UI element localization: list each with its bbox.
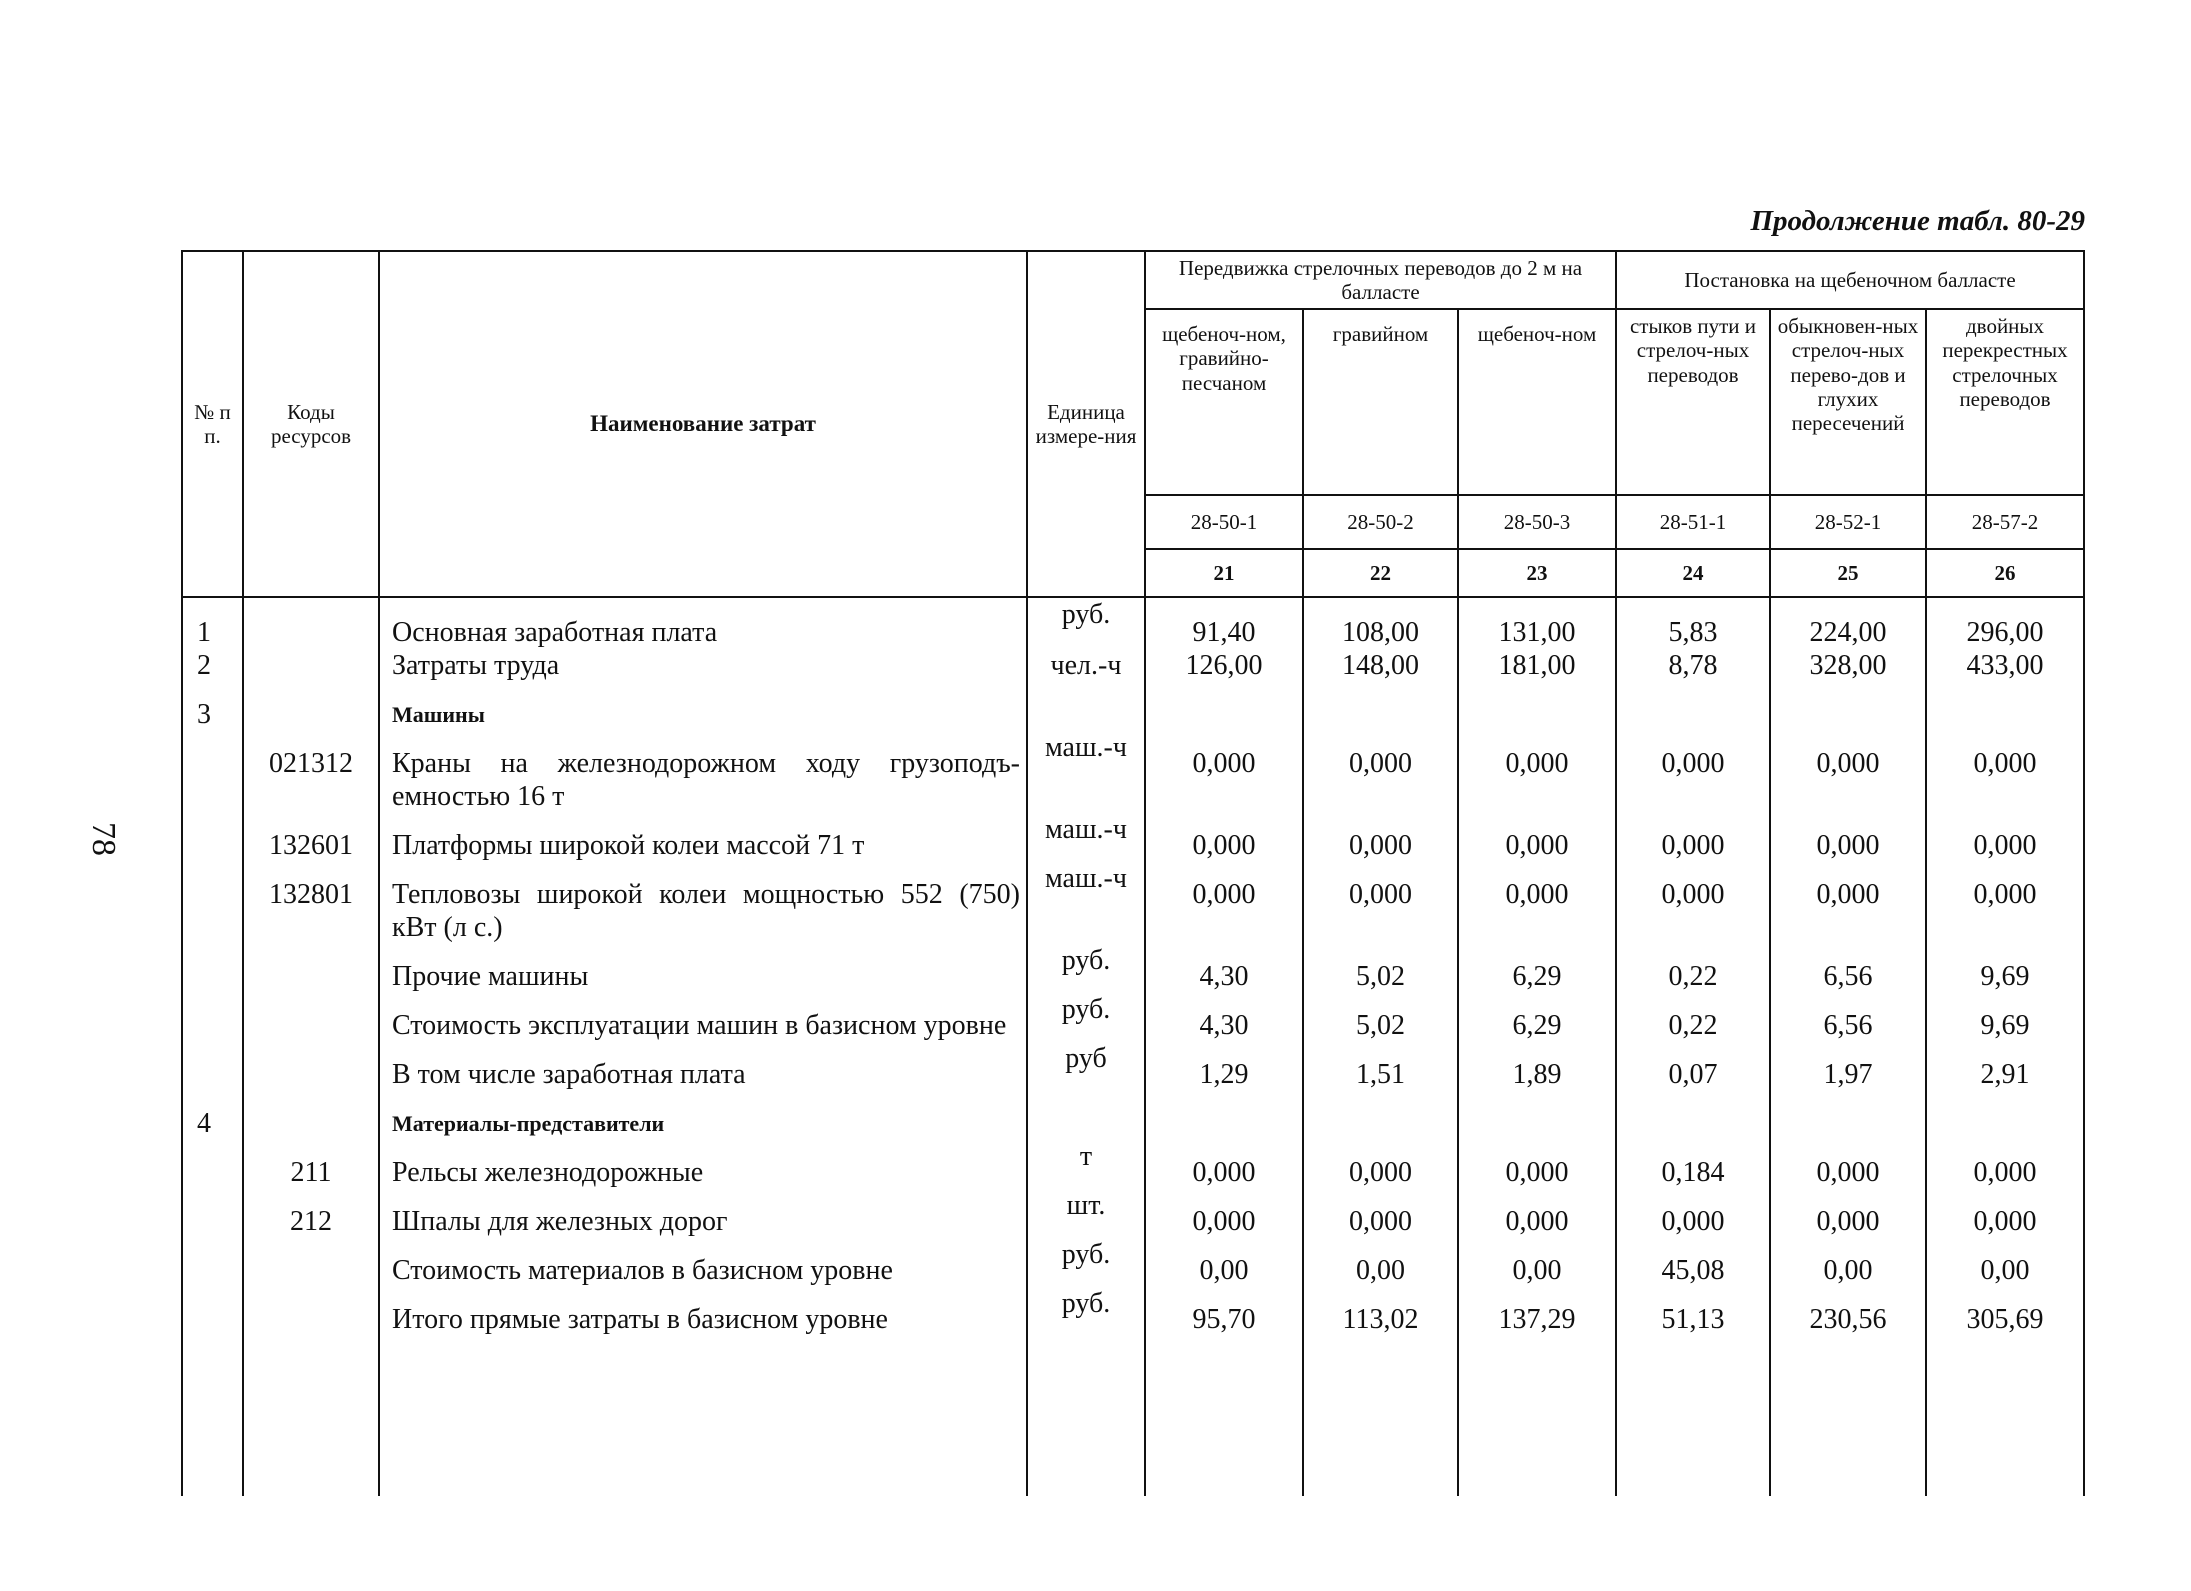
value-col-26: 9,69 bbox=[1926, 944, 2084, 993]
row-number bbox=[182, 1238, 243, 1287]
empty-cell bbox=[1616, 1336, 1770, 1496]
value-col-22: 0,000 bbox=[1303, 1140, 1458, 1189]
cost-name: Тепловозы широкой колеи мощностью 552 (750) кВт (л с.) bbox=[379, 862, 1027, 944]
cost-name: Краны на железнодорожном ходу грузоподъ-емностью 16 т bbox=[379, 731, 1027, 813]
row-number bbox=[182, 1287, 243, 1336]
table-row bbox=[182, 731, 2084, 813]
header-group-installing: Постановка на щебеночном балласте bbox=[1616, 251, 2084, 309]
resource-code bbox=[243, 1091, 379, 1140]
value-col-24: 0,000 bbox=[1616, 1189, 1770, 1238]
unit-of-measure: маш.-ч bbox=[1027, 862, 1145, 944]
header-colnum-2: 22 bbox=[1303, 549, 1458, 597]
row-number bbox=[182, 862, 243, 944]
value-col-21: 0,00 bbox=[1145, 1238, 1303, 1287]
value-col-26 bbox=[1926, 1091, 2084, 1140]
header-colnum-6: 26 bbox=[1926, 549, 2084, 597]
resource-code: 021312 bbox=[243, 731, 379, 813]
row-number bbox=[182, 1042, 243, 1091]
cost-table bbox=[181, 250, 2085, 1496]
header-unit: Единица измере-ния bbox=[1027, 251, 1145, 597]
value-col-25: 1,97 bbox=[1770, 1042, 1926, 1091]
value-col-23: 0,00 bbox=[1458, 1238, 1616, 1287]
row-number bbox=[182, 813, 243, 862]
value-col-21: 0,000 bbox=[1145, 1189, 1303, 1238]
resource-code bbox=[243, 1238, 379, 1287]
table-row bbox=[182, 1091, 2084, 1140]
empty-cell bbox=[182, 1336, 243, 1496]
unit-of-measure: руб. bbox=[1027, 993, 1145, 1042]
unit-of-measure: руб bbox=[1027, 1042, 1145, 1091]
value-col-21: 0,000 bbox=[1145, 731, 1303, 813]
cost-name: Стоимость материалов в базисном уровне bbox=[379, 1238, 1027, 1287]
unit-of-measure: руб. bbox=[1027, 597, 1145, 649]
value-col-24: 0,07 bbox=[1616, 1042, 1770, 1091]
value-col-24 bbox=[1616, 1091, 1770, 1140]
value-col-22: 113,02 bbox=[1303, 1287, 1458, 1336]
row-number: 3 bbox=[182, 682, 243, 731]
value-col-23: 1,89 bbox=[1458, 1042, 1616, 1091]
cost-name: В том числе заработная плата bbox=[379, 1042, 1027, 1091]
value-col-26 bbox=[1926, 682, 2084, 731]
empty-cell bbox=[1303, 1336, 1458, 1496]
header-sub-3: щебеноч-ном bbox=[1458, 309, 1616, 495]
value-col-26: 433,00 bbox=[1926, 649, 2084, 682]
header-code-3: 28-50-3 bbox=[1458, 495, 1616, 549]
row-number bbox=[182, 1140, 243, 1189]
value-col-26: 0,000 bbox=[1926, 862, 2084, 944]
value-col-25: 0,000 bbox=[1770, 1189, 1926, 1238]
row-number bbox=[182, 944, 243, 993]
cost-name: Рельсы железнодорожные bbox=[379, 1140, 1027, 1189]
value-col-22: 0,000 bbox=[1303, 862, 1458, 944]
table-row bbox=[182, 682, 2084, 731]
value-col-22: 1,51 bbox=[1303, 1042, 1458, 1091]
value-col-23: 6,29 bbox=[1458, 993, 1616, 1042]
value-col-22: 0,000 bbox=[1303, 731, 1458, 813]
cost-name: Шпалы для железных дорог bbox=[379, 1189, 1027, 1238]
table-row bbox=[182, 813, 2084, 862]
value-col-26: 0,000 bbox=[1926, 813, 2084, 862]
value-col-23: 0,000 bbox=[1458, 813, 1616, 862]
table-row bbox=[182, 862, 2084, 944]
resource-code: 212 bbox=[243, 1189, 379, 1238]
value-col-21: 1,29 bbox=[1145, 1042, 1303, 1091]
resource-code bbox=[243, 649, 379, 682]
value-col-24: 45,08 bbox=[1616, 1238, 1770, 1287]
value-col-25: 224,00 bbox=[1770, 597, 1926, 649]
table-row bbox=[182, 1287, 2084, 1336]
unit-of-measure: чел.-ч bbox=[1027, 649, 1145, 682]
resource-code: 211 bbox=[243, 1140, 379, 1189]
table-row bbox=[182, 944, 2084, 993]
value-col-24 bbox=[1616, 682, 1770, 731]
resource-code bbox=[243, 597, 379, 649]
cost-name: Стоимость эксплуатации машин в базисном уровне bbox=[379, 993, 1027, 1042]
value-col-21: 0,000 bbox=[1145, 862, 1303, 944]
value-col-24: 0,000 bbox=[1616, 813, 1770, 862]
value-col-23 bbox=[1458, 682, 1616, 731]
table-body bbox=[182, 597, 2084, 1496]
row-number: 2 bbox=[182, 649, 243, 682]
unit-of-measure: руб. bbox=[1027, 944, 1145, 993]
value-col-22: 108,00 bbox=[1303, 597, 1458, 649]
value-col-25: 0,000 bbox=[1770, 862, 1926, 944]
empty-cell bbox=[379, 1336, 1027, 1496]
value-col-23: 137,29 bbox=[1458, 1287, 1616, 1336]
value-col-23: 6,29 bbox=[1458, 944, 1616, 993]
table-row bbox=[182, 993, 2084, 1042]
cost-name: Основная заработная плата bbox=[379, 597, 1027, 649]
row-number bbox=[182, 1189, 243, 1238]
header-colnum-1: 21 bbox=[1145, 549, 1303, 597]
value-col-24: 0,000 bbox=[1616, 731, 1770, 813]
unit-of-measure: маш.-ч bbox=[1027, 731, 1145, 813]
value-col-22: 0,000 bbox=[1303, 813, 1458, 862]
value-col-26: 296,00 bbox=[1926, 597, 2084, 649]
value-col-23: 0,000 bbox=[1458, 1140, 1616, 1189]
empty-cell bbox=[1458, 1336, 1616, 1496]
header-sub-2: гравийном bbox=[1303, 309, 1458, 495]
value-col-22: 0,00 bbox=[1303, 1238, 1458, 1287]
value-col-24: 5,83 bbox=[1616, 597, 1770, 649]
value-col-23: 131,00 bbox=[1458, 597, 1616, 649]
unit-of-measure: шт. bbox=[1027, 1189, 1145, 1238]
value-col-22 bbox=[1303, 1091, 1458, 1140]
value-col-21: 0,000 bbox=[1145, 1140, 1303, 1189]
value-col-25: 0,00 bbox=[1770, 1238, 1926, 1287]
header-group-moving: Передвижка стрелочных переводов до 2 м на балласте bbox=[1145, 251, 1616, 309]
resource-code bbox=[243, 1287, 379, 1336]
value-col-23: 0,000 bbox=[1458, 1189, 1616, 1238]
value-col-22: 0,000 bbox=[1303, 1189, 1458, 1238]
value-col-24: 8,78 bbox=[1616, 649, 1770, 682]
empty-cell bbox=[243, 1336, 379, 1496]
value-col-21: 95,70 bbox=[1145, 1287, 1303, 1336]
empty-cell bbox=[1770, 1336, 1926, 1496]
value-col-24: 51,13 bbox=[1616, 1287, 1770, 1336]
header-sub-4: стыков пути и стрелоч-ных переводов bbox=[1616, 309, 1770, 495]
unit-of-measure: руб. bbox=[1027, 1287, 1145, 1336]
value-col-23: 0,000 bbox=[1458, 731, 1616, 813]
empty-cell bbox=[1926, 1336, 2084, 1496]
value-col-21 bbox=[1145, 1091, 1303, 1140]
header-colnum-4: 24 bbox=[1616, 549, 1770, 597]
unit-of-measure bbox=[1027, 1091, 1145, 1140]
header-no: № п п. bbox=[182, 251, 243, 597]
value-col-24: 0,000 bbox=[1616, 862, 1770, 944]
unit-of-measure bbox=[1027, 682, 1145, 731]
value-col-21: 4,30 bbox=[1145, 993, 1303, 1042]
row-number bbox=[182, 993, 243, 1042]
table-row bbox=[182, 1140, 2084, 1189]
value-col-26: 305,69 bbox=[1926, 1287, 2084, 1336]
value-col-24: 0,184 bbox=[1616, 1140, 1770, 1189]
value-col-25: 6,56 bbox=[1770, 944, 1926, 993]
resource-code bbox=[243, 993, 379, 1042]
value-col-21: 126,00 bbox=[1145, 649, 1303, 682]
value-col-25: 0,000 bbox=[1770, 1140, 1926, 1189]
value-col-22 bbox=[1303, 682, 1458, 731]
header-sub-1: щебеноч-ном, гравийно-песчаном bbox=[1145, 309, 1303, 495]
value-col-26: 0,000 bbox=[1926, 731, 2084, 813]
header-code-4: 28-51-1 bbox=[1616, 495, 1770, 549]
value-col-26: 0,00 bbox=[1926, 1238, 2084, 1287]
resource-code bbox=[243, 944, 379, 993]
table-caption: Продолжение табл. 80-29 bbox=[1750, 205, 2085, 237]
cost-name: Материалы-представители bbox=[379, 1091, 1027, 1140]
header-code-5: 28-52-1 bbox=[1770, 495, 1926, 549]
unit-of-measure: маш.-ч bbox=[1027, 813, 1145, 862]
table-row bbox=[182, 649, 2084, 682]
header-name: Наименование затрат bbox=[379, 251, 1027, 597]
header-sub-5: обыкновен-ных стрелоч-ных перево-дов и глухих пересечений bbox=[1770, 309, 1926, 495]
value-col-22: 5,02 bbox=[1303, 993, 1458, 1042]
value-col-22: 148,00 bbox=[1303, 649, 1458, 682]
value-col-21: 4,30 bbox=[1145, 944, 1303, 993]
header-sub-6: двойных перекрестных стрелочных переводов bbox=[1926, 309, 2084, 495]
cost-name: Машины bbox=[379, 682, 1027, 731]
resource-code bbox=[243, 682, 379, 731]
value-col-26: 0,000 bbox=[1926, 1189, 2084, 1238]
table-row bbox=[182, 1042, 2084, 1091]
header-code-6: 28-57-2 bbox=[1926, 495, 2084, 549]
table-row bbox=[182, 1238, 2084, 1287]
row-number: 4 bbox=[182, 1091, 243, 1140]
value-col-21 bbox=[1145, 682, 1303, 731]
unit-of-measure: т bbox=[1027, 1140, 1145, 1189]
value-col-24: 0,22 bbox=[1616, 944, 1770, 993]
resource-code: 132601 bbox=[243, 813, 379, 862]
header-code-2: 28-50-2 bbox=[1303, 495, 1458, 549]
value-col-25 bbox=[1770, 682, 1926, 731]
cost-name: Платформы широкой колеи массой 71 т bbox=[379, 813, 1027, 862]
cost-name: Затраты труда bbox=[379, 649, 1027, 682]
header-colnum-3: 23 bbox=[1458, 549, 1616, 597]
value-col-24: 0,22 bbox=[1616, 993, 1770, 1042]
resource-code: 132801 bbox=[243, 862, 379, 944]
value-col-25: 230,56 bbox=[1770, 1287, 1926, 1336]
value-col-25 bbox=[1770, 1091, 1926, 1140]
value-col-25: 328,00 bbox=[1770, 649, 1926, 682]
value-col-21: 91,40 bbox=[1145, 597, 1303, 649]
value-col-23 bbox=[1458, 1091, 1616, 1140]
cost-name: Итого прямые затраты в базисном уровне bbox=[379, 1287, 1027, 1336]
unit-of-measure: руб. bbox=[1027, 1238, 1145, 1287]
value-col-23: 181,00 bbox=[1458, 649, 1616, 682]
header-colnum-5: 25 bbox=[1770, 549, 1926, 597]
page-number: 78 bbox=[85, 822, 122, 856]
value-col-22: 5,02 bbox=[1303, 944, 1458, 993]
value-col-26: 9,69 bbox=[1926, 993, 2084, 1042]
value-col-26: 0,000 bbox=[1926, 1140, 2084, 1189]
empty-cell bbox=[1145, 1336, 1303, 1496]
empty-cell bbox=[1027, 1336, 1145, 1496]
header-codes: Коды ресурсов bbox=[243, 251, 379, 597]
value-col-25: 0,000 bbox=[1770, 731, 1926, 813]
row-number bbox=[182, 731, 243, 813]
table-row bbox=[182, 597, 2084, 649]
table-filler-row bbox=[182, 1336, 2084, 1496]
header-code-1: 28-50-1 bbox=[1145, 495, 1303, 549]
table-row bbox=[182, 1189, 2084, 1238]
cost-name: Прочие машины bbox=[379, 944, 1027, 993]
value-col-26: 2,91 bbox=[1926, 1042, 2084, 1091]
value-col-25: 6,56 bbox=[1770, 993, 1926, 1042]
value-col-25: 0,000 bbox=[1770, 813, 1926, 862]
resource-code bbox=[243, 1042, 379, 1091]
value-col-23: 0,000 bbox=[1458, 862, 1616, 944]
value-col-21: 0,000 bbox=[1145, 813, 1303, 862]
row-number: 1 bbox=[182, 597, 243, 649]
